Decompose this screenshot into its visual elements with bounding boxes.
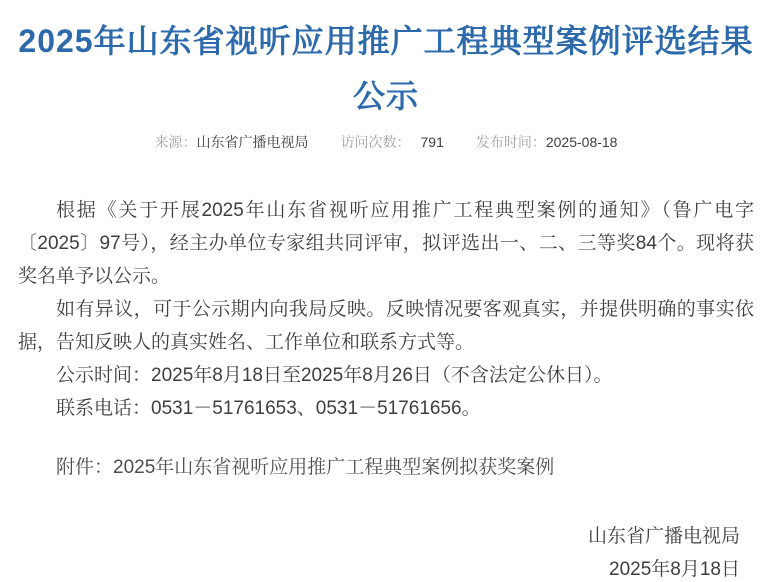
page-title-line2: 公示 [352,78,419,114]
attachment-row [18,451,754,484]
page-title [18,14,754,124]
paragraph-objection: 如有异议，可于公示期内向我局反映。反映情况要客观真实，并提供明确的事实依据，告知反映人的真实姓名、工作单位和联系方式等。 [18,299,754,353]
attachment-label: 附件： [56,457,114,478]
article-meta [18,132,754,152]
article-body [18,194,754,484]
meta-publish-label: 发布时间： [475,134,546,150]
paragraph-publicity-period: 公示时间：2025年8月18日至2025年8月26日（不含法定公休日）。 [56,365,613,386]
meta-source [155,132,309,152]
paragraph-basis: 根据《关于开展2025年山东省视听应用推广工程典型案例的通知》（鲁广电字〔2025〕97号），经主办单位专家组共同评审，拟评选出一、二、三等奖84个。现将获奖名单予以公示。 [18,200,754,287]
meta-publish-value: 2025-08-18 [545,134,618,150]
meta-visits [341,132,444,152]
paragraph-contact-phone: 联系电话：0531－51761653、0531－51761656。 [56,398,481,419]
attachment-link[interactable]: 2025年山东省视听应用推广工程典型案例拟获奖案例 [113,457,555,478]
page-title-line1: 2025年山东省视听应用推广工程典型案例评选结果 [18,23,754,59]
meta-source-label: 来源： [154,134,197,150]
meta-publish-time [476,132,618,152]
meta-visits-label: 访问次数： [340,134,411,150]
signature-block [18,520,754,582]
signature-org: 山东省广播电视局 [587,526,740,547]
meta-source-value: 山东省广播电视局 [196,134,309,150]
signature-date: 2025年8月18日 [609,559,740,580]
meta-visits-value: 791 [420,134,444,150]
